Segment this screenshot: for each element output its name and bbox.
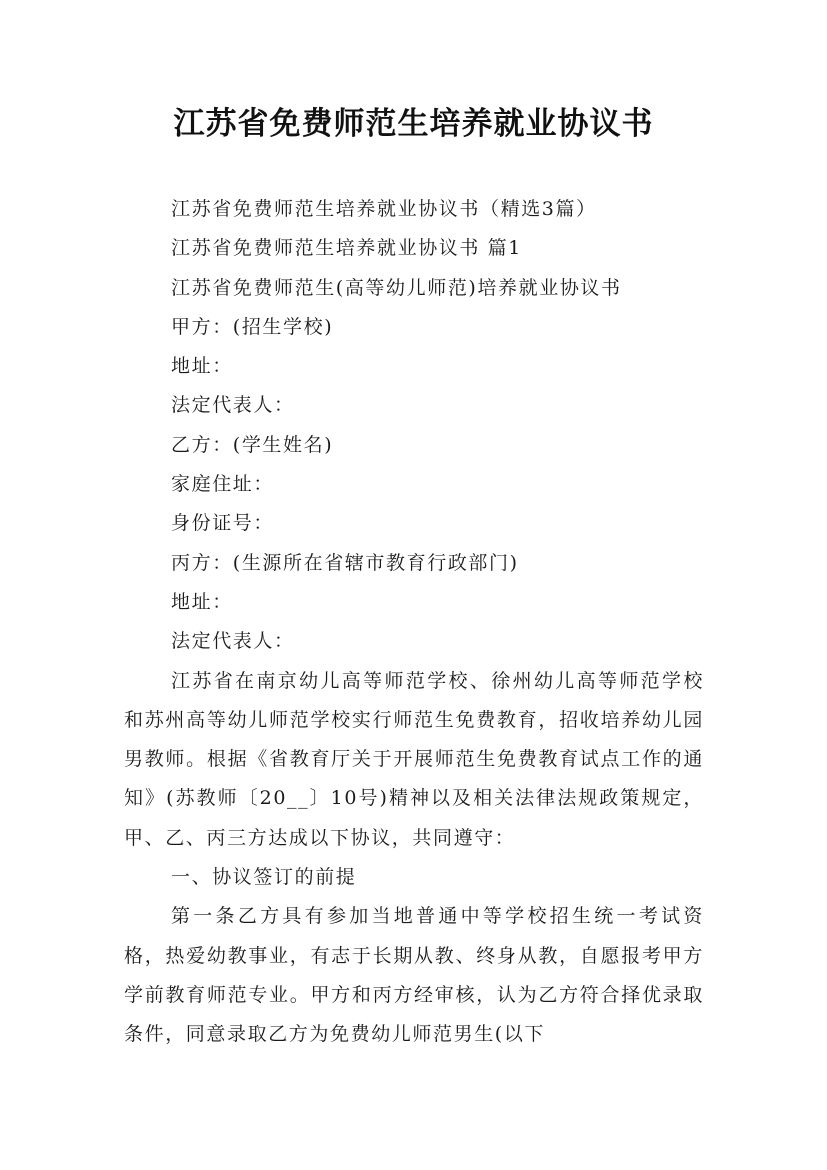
party-c-line: 丙方：(生源所在省辖市教育行政部门): [171, 551, 519, 574]
document-body: [124, 190, 704, 1055]
article-1-paragraph: 第一条乙方具有参加当地普通中等学校招生统一考试资格，热爱幼教事业，有志于长期从教、终身从教，自愿报考甲方学前教育师范专业。甲方和丙方经审核，认为乙方符合择优录取条件，同意录取乙方为免费幼儿师范男生(以下: [124, 905, 704, 1046]
party-a-line: 甲方：(招生学校): [171, 315, 334, 338]
intro-paragraph: 江苏省在南京幼儿高等师范学校、徐州幼儿高等师范学校和苏州高等幼儿师范学校实行师范生免费教育，招收培养幼儿园男教师。根据《省教育厅关于开展师范生免费教育试点工作的通知》(苏教师〔20__〕10号)精神以及相关法律法规政策规定，甲、乙、丙三方达成以下协议，共同遵守：: [124, 669, 704, 849]
party-b-id-number: 身份证号：: [171, 512, 275, 535]
document-title: 江苏省免费师范生培养就业协议书: [173, 106, 654, 142]
party-a-representative: 法定代表人：: [171, 394, 295, 417]
section-heading: 一、协议签订的前提: [171, 866, 357, 889]
party-b-line: 乙方：(学生姓名): [171, 433, 334, 456]
subtitle-collection: 江苏省免费师范生培养就业协议书（精选3篇）: [171, 198, 597, 220]
subtitle-part-1: 江苏省免费师范生培养就业协议书 篇1: [171, 237, 522, 260]
party-c-address: 地址：: [171, 590, 233, 613]
party-c-representative: 法定代表人：: [171, 630, 295, 653]
party-a-address: 地址：: [171, 355, 233, 378]
agreement-name: 江苏省免费师范生(高等幼儿师范)培养就业协议书: [171, 276, 622, 299]
party-b-home-address: 家庭住址：: [171, 473, 275, 496]
